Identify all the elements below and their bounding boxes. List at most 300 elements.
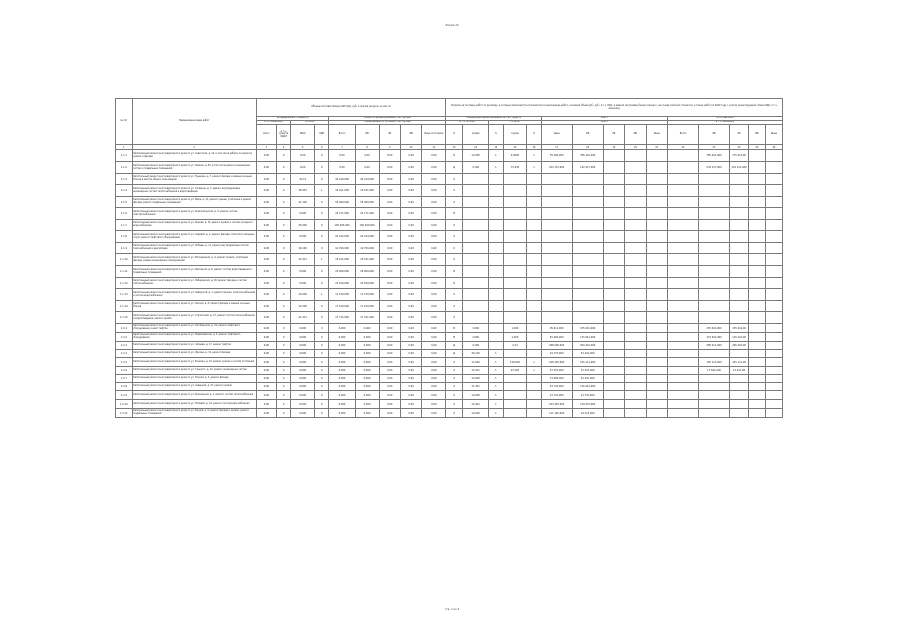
row-value-cell <box>625 375 646 383</box>
header-sub-c: Планируемая финансирование за счет средств <box>446 117 541 121</box>
table-row <box>116 289 783 301</box>
table-row <box>116 266 783 278</box>
row-value-cell <box>527 220 541 231</box>
row-value-cell <box>603 289 624 301</box>
row-value-cell: 17 641,000 <box>699 367 730 375</box>
column-number-cell: 6 <box>315 145 329 150</box>
row-value-cell <box>625 231 646 243</box>
row-number: 1.1.10 <box>116 254 133 266</box>
row-value-cell: 0,00 <box>379 289 400 301</box>
row-value-cell <box>646 278 667 289</box>
row-value-cell: 0 <box>315 208 329 220</box>
row-work-name: Капитальный ремонт многоквартирного дома по ул. Полевой, д. 19, ремонт систем водоснабжения <box>132 400 256 409</box>
row-value-cell <box>503 301 527 312</box>
row-work-name: Капитальный ремонт многоквартирного дома по ул. Мира, д. 21, ремонт крыши, утепление и ремонт фасада, ремонт подвальных помещений <box>132 197 256 208</box>
row-value-cell: 0 <box>315 333 329 342</box>
row-value-cell: 1 <box>489 383 503 391</box>
row-value-cell: 0,00 <box>400 254 421 266</box>
row-value-cell <box>668 409 699 418</box>
column-number-cell: 20 <box>625 145 646 150</box>
row-value-cell: 0 <box>276 174 290 185</box>
row-value-cell <box>765 324 782 333</box>
column-number-cell: 21 <box>646 145 667 150</box>
row-value-cell: 0,000 <box>329 367 355 375</box>
row-value-cell <box>730 391 749 400</box>
row-value-cell: 0,00 <box>400 409 421 418</box>
row-number: 1.1.13 <box>116 289 133 301</box>
row-value-cell: Х <box>446 375 463 383</box>
row-value-cell <box>503 400 527 409</box>
row-value-cell: 103 445,000 <box>541 400 572 409</box>
row-value-cell <box>646 400 667 409</box>
row-value-cell: 0,000 <box>355 375 379 383</box>
row-value-cell <box>749 162 766 174</box>
row-value-cell <box>668 391 699 400</box>
row-number: 1.1.4 <box>116 185 133 197</box>
row-value-cell <box>646 185 667 197</box>
row-value-cell <box>572 278 603 289</box>
row-value-cell <box>489 324 503 333</box>
row-value-cell: Х <box>446 254 463 266</box>
row-value-cell <box>572 197 603 208</box>
row-value-cell <box>541 254 572 266</box>
row-value-cell <box>489 197 503 208</box>
row-value-cell: 0,0000 <box>503 150 527 162</box>
row-value-cell: 0,00 <box>379 231 400 243</box>
column-number-cell: 7 <box>329 145 355 150</box>
header-c2: в т.ч. средств ОДОЛ <box>276 125 290 145</box>
row-value-cell <box>541 266 572 278</box>
row-value-cell <box>730 301 749 312</box>
row-value-cell: 0,00 <box>256 278 276 289</box>
row-value-cell <box>730 208 749 220</box>
table-row <box>116 254 783 266</box>
row-value-cell: 0,00 <box>422 278 446 289</box>
row-value-cell: 17 100,000 <box>329 301 355 312</box>
row-value-cell: Х <box>446 383 463 391</box>
row-value-cell: 0,000 <box>355 350 379 358</box>
row-value-cell <box>572 312 603 324</box>
row-value-cell: В <box>446 278 463 289</box>
row-value-cell: 0,00 <box>400 185 421 197</box>
row-number: 1.1.11 <box>116 266 133 278</box>
row-value-cell: 0 <box>315 367 329 375</box>
row-value-cell: 155 441,000 <box>699 324 730 333</box>
row-value-cell <box>668 400 699 409</box>
row-value-cell: 0,00 <box>422 400 446 409</box>
row-value-cell <box>699 375 730 383</box>
row-value-cell: 0 <box>276 220 290 231</box>
row-value-cell <box>503 391 527 400</box>
row-value-cell <box>527 391 541 400</box>
row-value-cell <box>765 174 782 185</box>
row-value-cell <box>625 333 646 342</box>
row-value-cell <box>527 197 541 208</box>
row-value-cell <box>503 197 527 208</box>
row-value-cell: 0,00 <box>379 383 400 391</box>
row-value-cell: 0,00 <box>379 185 400 197</box>
row-value-cell <box>699 220 730 231</box>
header-sub-f: по ЖКО <box>291 121 329 125</box>
table-row <box>116 400 783 409</box>
row-value-cell <box>625 391 646 400</box>
row-value-cell: 0 <box>315 375 329 383</box>
header-c4: ОДП <box>315 125 329 145</box>
row-value-cell: 1,000 <box>463 324 489 333</box>
row-value-cell <box>749 301 766 312</box>
row-value-cell <box>541 312 572 324</box>
row-value-cell: 0,000 <box>329 375 355 383</box>
row-value-cell: 0,00 <box>379 409 400 418</box>
row-value-cell: 0,00 <box>379 358 400 367</box>
row-value-cell: 1 <box>489 358 503 367</box>
row-value-cell <box>503 266 527 278</box>
works-table <box>115 98 783 418</box>
row-value-cell <box>699 185 730 197</box>
row-value-cell: 29,140 <box>291 243 315 254</box>
row-value-cell: 0,00 <box>422 333 446 342</box>
header-group-obem: Объемы поставок Бизнес-LNP (ЦС), руб. и прочие ресурсы, из них по <box>256 99 446 117</box>
row-value-cell: 41,14 <box>291 174 315 185</box>
row-value-cell: 0,00 <box>400 301 421 312</box>
row-value-cell: 0,00 <box>256 243 276 254</box>
row-value-cell: Х <box>446 301 463 312</box>
row-value-cell: 0,00 <box>256 174 276 185</box>
table-row <box>116 409 783 418</box>
row-value-cell <box>668 358 699 367</box>
row-number: 1.2.1 <box>116 324 133 333</box>
row-work-name: Капитальный ремонт многоквартирного дома по ул. Школьной, д. 6, ремонт систем водоотведения и подвальных помещений <box>132 266 256 278</box>
row-value-cell: 0,000 <box>355 383 379 391</box>
row-value-cell: 0,00 <box>256 367 276 375</box>
row-value-cell <box>668 254 699 266</box>
row-value-cell: 0,00 <box>422 208 446 220</box>
row-number: 1.1.5 <box>116 197 133 208</box>
row-number: 1.1.3 <box>116 174 133 185</box>
row-value-cell: Х <box>446 197 463 208</box>
row-value-cell <box>527 312 541 324</box>
row-value-cell: 45,110 <box>463 350 489 358</box>
row-work-name: Капитальный ремонт многоквартирного дома по ул. Набережной, д. 18, ремонт фасада и систем теплоснабжения <box>132 278 256 289</box>
row-value-cell: 1 <box>315 254 329 266</box>
row-value-cell: 0 <box>315 391 329 400</box>
row-value-cell: 0,000 <box>291 375 315 383</box>
row-value-cell: 0,00 <box>256 162 276 174</box>
row-value-cell <box>699 301 730 312</box>
row-value-cell: 75,430 <box>503 162 527 174</box>
row-value-cell <box>730 266 749 278</box>
row-value-cell <box>765 342 782 350</box>
table-row <box>116 231 783 243</box>
row-value-cell <box>646 383 667 391</box>
header-sub-e2: в т.ч. заказчику <box>668 121 783 125</box>
row-value-cell: В <box>446 266 463 278</box>
row-value-cell: 71,441 <box>463 383 489 391</box>
row-value-cell <box>730 231 749 243</box>
row-value-cell <box>668 342 699 350</box>
row-value-cell: 0,00 <box>379 391 400 400</box>
row-value-cell: Д <box>446 162 463 174</box>
row-value-cell: 0,00 <box>400 208 421 220</box>
row-value-cell: 43 745,000 <box>541 383 572 391</box>
row-value-cell: 0,00 <box>422 409 446 418</box>
column-number-cell: 15 <box>503 145 527 150</box>
row-value-cell <box>749 409 766 418</box>
row-value-cell <box>765 266 782 278</box>
row-number: 1.1.9 <box>116 243 133 254</box>
row-value-cell <box>699 208 730 220</box>
row-value-cell: 0 <box>276 243 290 254</box>
column-number-cell: 24 <box>730 145 749 150</box>
row-value-cell <box>668 208 699 220</box>
row-value-cell <box>668 278 699 289</box>
row-value-cell <box>463 208 489 220</box>
column-number-cell: 8 <box>355 145 379 150</box>
row-value-cell: 115 641,000 <box>699 333 730 342</box>
row-value-cell: 24 414,000 <box>329 231 355 243</box>
row-value-cell <box>527 350 541 358</box>
row-value-cell <box>765 375 782 383</box>
row-value-cell: 0 <box>315 174 329 185</box>
row-value-cell <box>730 289 749 301</box>
row-value-cell <box>527 409 541 418</box>
row-value-cell <box>503 243 527 254</box>
row-value-cell: 0 <box>315 278 329 289</box>
row-value-cell <box>572 289 603 301</box>
row-work-name: Капитальный ремонт многоквартирного дома по ул. Садовой, д. 2, ремонт фасада, отмостки и входных групп, ремонт лифтового оборудования <box>132 231 256 243</box>
row-value-cell <box>749 312 766 324</box>
header-sub-g: в т.ч. по ЖКО <box>446 121 489 125</box>
row-value-cell <box>603 254 624 266</box>
row-value-cell: 0,00 <box>256 289 276 301</box>
row-value-cell <box>668 312 699 324</box>
row-value-cell: 12 700,000 <box>329 243 355 254</box>
row-value-cell <box>625 358 646 367</box>
row-value-cell: 23 100,000 <box>355 278 379 289</box>
row-value-cell <box>646 174 667 185</box>
table-row <box>116 342 783 350</box>
row-value-cell: 0,000 <box>329 350 355 358</box>
row-value-cell <box>572 231 603 243</box>
row-value-cell: 11 470,000 <box>329 289 355 301</box>
row-value-cell <box>603 243 624 254</box>
row-value-cell <box>489 342 503 350</box>
header-sub-h2: Всего <box>541 121 667 125</box>
row-value-cell <box>749 350 766 358</box>
table-row <box>116 358 783 367</box>
row-value-cell <box>572 301 603 312</box>
row-value-cell: 1 <box>489 162 503 174</box>
row-number: 1.1.14 <box>116 301 133 312</box>
row-value-cell <box>603 383 624 391</box>
row-value-cell <box>489 231 503 243</box>
table-row <box>116 162 783 174</box>
row-value-cell: 0,00 <box>379 174 400 185</box>
row-value-cell <box>668 162 699 174</box>
row-value-cell: Х <box>446 312 463 324</box>
row-value-cell: 22 171,000 <box>329 208 355 220</box>
row-value-cell: 0,00 <box>422 162 446 174</box>
row-value-cell <box>625 400 646 409</box>
row-value-cell: 0,00 <box>379 162 400 174</box>
row-value-cell: 12,000 <box>463 375 489 383</box>
row-value-cell: 20 000,000 <box>329 266 355 278</box>
row-value-cell <box>730 400 749 409</box>
row-value-cell <box>646 231 667 243</box>
header-c22: РБ <box>730 125 749 145</box>
works-table-body <box>116 145 783 418</box>
row-value-cell: 0,00 <box>422 383 446 391</box>
header-c21: ФБ <box>699 125 730 145</box>
row-value-cell: 205 401,00 <box>730 342 749 350</box>
column-number-cell: 18 <box>572 145 603 150</box>
row-value-cell <box>527 208 541 220</box>
row-value-cell: 0,000 <box>355 367 379 375</box>
row-value-cell <box>603 266 624 278</box>
row-value-cell <box>603 231 624 243</box>
row-value-cell: 0 <box>315 409 329 418</box>
row-value-cell <box>646 243 667 254</box>
row-value-cell: 20 000,000 <box>355 266 379 278</box>
row-value-cell: 0,00 <box>256 266 276 278</box>
row-value-cell: 0 <box>276 278 290 289</box>
row-value-cell: 41,120 <box>291 197 315 208</box>
row-value-cell: 0,00 <box>422 254 446 266</box>
row-value-cell: 1 <box>489 400 503 409</box>
row-value-cell <box>646 333 667 342</box>
row-value-cell <box>572 254 603 266</box>
page-footer: стр. 1 из 2 <box>444 608 460 611</box>
row-value-cell: 22,411 <box>291 254 315 266</box>
row-work-name: Капитальный ремонт многоквартирного дома по ул. Северной, д. 27, ремонт кровли <box>132 383 256 391</box>
row-value-cell <box>463 185 489 197</box>
row-value-cell <box>603 185 624 197</box>
header-c5: Всего <box>329 125 355 145</box>
row-value-cell <box>625 301 646 312</box>
header-c3: ЖКО <box>291 125 315 145</box>
row-value-cell: 0 <box>276 185 290 197</box>
column-number-cell: 26 <box>765 145 782 150</box>
row-value-cell: 0 <box>276 197 290 208</box>
row-value-cell: 0 <box>315 231 329 243</box>
row-value-cell: 1 <box>527 367 541 375</box>
row-value-cell: 0,00 <box>379 324 400 333</box>
row-value-cell <box>572 208 603 220</box>
row-value-cell: 0,00 <box>400 383 421 391</box>
row-value-cell: 0,00 <box>379 220 400 231</box>
row-value-cell: 234 117,000 <box>699 162 730 174</box>
row-work-name: Капитальный ремонт многоквартирного дома по ул. Молодежной, д. 4, ремонт кровли, утепление фасада, замена инженерных коммуникаций <box>132 254 256 266</box>
row-value-cell <box>699 400 730 409</box>
row-value-cell: 0,00 <box>400 324 421 333</box>
row-number: 1.2.2 <box>116 333 133 342</box>
row-value-cell <box>625 289 646 301</box>
row-value-cell <box>489 266 503 278</box>
row-value-cell <box>749 358 766 367</box>
row-value-cell <box>625 278 646 289</box>
row-value-cell <box>503 231 527 243</box>
row-value-cell: 71 000,000 <box>541 375 572 383</box>
row-value-cell: 22,000 <box>291 301 315 312</box>
row-value-cell: 155 441,000 <box>572 324 603 333</box>
row-value-cell <box>646 350 667 358</box>
row-value-cell: 0 <box>315 342 329 350</box>
row-value-cell <box>765 400 782 409</box>
row-value-cell: 19 411,000 <box>355 185 379 197</box>
row-value-cell: 1,000 <box>503 324 527 333</box>
row-value-cell <box>603 174 624 185</box>
row-value-cell <box>749 367 766 375</box>
row-value-cell <box>699 243 730 254</box>
row-value-cell: 47 431,000 <box>541 367 572 375</box>
row-value-cell <box>527 301 541 312</box>
row-value-cell <box>603 220 624 231</box>
row-value-cell <box>603 301 624 312</box>
column-number-cell: 14 <box>489 145 503 150</box>
row-value-cell: 132 417,000 <box>572 162 603 174</box>
row-value-cell <box>625 254 646 266</box>
row-value-cell: Х <box>446 409 463 418</box>
row-value-cell <box>699 409 730 418</box>
row-value-cell <box>572 174 603 185</box>
row-value-cell: 0,00 <box>400 400 421 409</box>
row-value-cell: 155 441,00 <box>730 324 749 333</box>
header-c18: МБ <box>625 125 646 145</box>
row-value-cell <box>489 289 503 301</box>
row-value-cell: 0,00 <box>422 301 446 312</box>
row-number: 1.1.8 <box>116 231 133 243</box>
row-value-cell: 0,000 <box>329 324 355 333</box>
row-value-cell: 100 000,000 <box>355 220 379 231</box>
row-value-cell: Д <box>446 342 463 350</box>
row-value-cell: 0,000 <box>355 324 379 333</box>
row-value-cell <box>603 162 624 174</box>
row-value-cell <box>765 350 782 358</box>
row-value-cell <box>668 383 699 391</box>
row-value-cell: 0,00 <box>400 289 421 301</box>
row-value-cell <box>489 208 503 220</box>
row-value-cell: 785 401,000 <box>572 150 603 162</box>
row-work-name: Капитальный ремонт многоквартирного дома по ул. Вокзальной, д. 2, ремонт систем теплоснабжения <box>132 391 256 400</box>
row-value-cell <box>489 243 503 254</box>
row-value-cell: 0 <box>315 350 329 358</box>
row-value-cell: 0,00 <box>400 350 421 358</box>
row-value-cell <box>603 208 624 220</box>
table-row <box>116 301 783 312</box>
row-value-cell: 0 <box>315 197 329 208</box>
row-value-cell: 0,00 <box>379 208 400 220</box>
row-value-cell: 0,00 <box>400 231 421 243</box>
row-value-cell: 10,350 <box>463 150 489 162</box>
row-work-name: Капитальный ремонт многоквартирного дома по ул. Первомайской, д. 5, ремонт лифтового оборудования <box>132 333 256 342</box>
row-value-cell: 0,00 <box>355 162 379 174</box>
row-number: 1.1.7 <box>116 220 133 231</box>
row-value-cell: 24,000 <box>291 289 315 301</box>
table-row <box>116 174 783 185</box>
row-value-cell: 125 111,000 <box>572 358 603 367</box>
row-value-cell: 0,00 <box>379 197 400 208</box>
row-value-cell <box>699 278 730 289</box>
row-value-cell: 1 <box>527 150 541 162</box>
row-value-cell <box>489 220 503 231</box>
column-number-cell: 13 <box>463 145 489 150</box>
header-col-name: Наименование вида работ <box>132 99 256 145</box>
row-value-cell: 55 490,000 <box>541 150 572 162</box>
row-value-cell: Х <box>446 289 463 301</box>
row-number: 1.2.6 <box>116 367 133 375</box>
row-value-cell: 115 441,00 <box>730 333 749 342</box>
row-value-cell <box>463 289 489 301</box>
